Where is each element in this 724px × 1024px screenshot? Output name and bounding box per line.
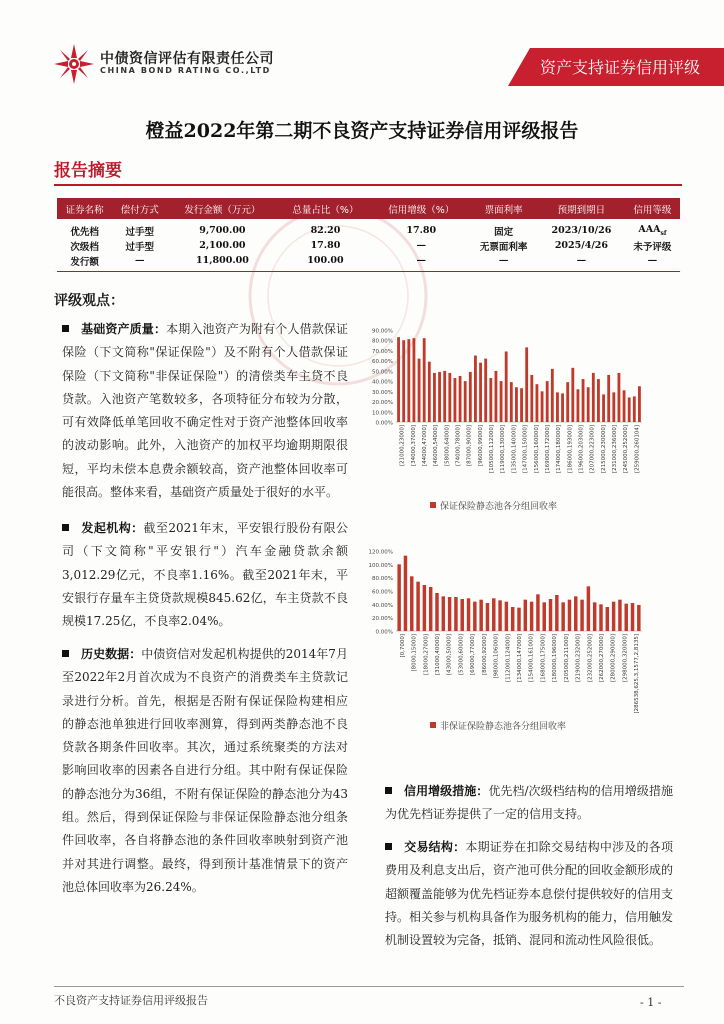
x-tick-label: [74000,78000] <box>455 425 462 467</box>
bar <box>423 585 426 631</box>
x-tick-label: [0,7000] <box>399 634 406 658</box>
y-tick-label: 100.00% <box>368 562 393 569</box>
bar <box>433 373 436 422</box>
bar <box>597 379 600 422</box>
bar <box>612 602 615 631</box>
bar <box>464 381 467 422</box>
table-cell: 100.00 <box>278 253 374 272</box>
x-tick-label: [105000,112000] <box>489 425 496 474</box>
bar <box>536 594 539 631</box>
bar <box>486 603 489 631</box>
bar <box>489 378 492 422</box>
bar <box>520 388 523 422</box>
table-cell: 无票面利率 <box>479 241 528 253</box>
securities-table <box>57 198 680 272</box>
x-tick-label: [168000,175000] <box>540 634 547 683</box>
paragraph-label: 信用增级措施： <box>404 784 489 798</box>
chart-non-guaranteed-recovery <box>352 545 648 730</box>
x-tick-label: [8000,15000] <box>411 634 418 672</box>
y-tick-label: 40.00% <box>372 379 393 386</box>
bar <box>574 596 577 631</box>
paragraph-label: 发起机构： <box>81 521 144 535</box>
header-tag: 资产支持证券信用评级 <box>539 58 700 77</box>
x-tick-label: [98000,106000] <box>493 634 500 679</box>
x-tick-label: [154000,161000] <box>528 634 535 683</box>
x-tick-label: [53000,60000] <box>458 634 465 676</box>
table-cell: 固定 <box>494 226 514 238</box>
bar <box>524 600 527 631</box>
bar <box>568 600 571 631</box>
legend-swatch <box>430 502 436 508</box>
x-tick-label: [112000,124000] <box>505 634 512 683</box>
bar <box>443 371 446 422</box>
y-tick-label: 30.00% <box>372 389 393 396</box>
bar <box>505 351 508 422</box>
paragraph-history <box>62 643 348 899</box>
x-tick-label: [180000,196000] <box>552 634 559 683</box>
table-cell: — <box>373 253 469 272</box>
bar <box>628 397 631 422</box>
footer-title: 不良资产支持证券信用评级报告 <box>54 994 208 1007</box>
x-tick-label: [169000,172000] <box>544 425 551 474</box>
bullet-icon <box>62 325 69 332</box>
paragraph-label: 历史数据： <box>81 647 142 661</box>
table-row <box>57 253 680 272</box>
bar <box>448 373 451 422</box>
y-tick-label: 40.00% <box>372 602 393 609</box>
bar <box>582 379 585 422</box>
x-tick-label: [215000,230000] <box>600 425 607 474</box>
bar <box>536 384 539 422</box>
summary-heading: 报告摘要 <box>54 161 122 181</box>
table-cell: 未予评级 <box>633 241 672 253</box>
bar <box>549 599 552 631</box>
paragraph-label: 交易结构： <box>404 840 466 854</box>
bar <box>525 347 528 422</box>
chart-svg <box>352 545 648 730</box>
bar <box>505 602 508 631</box>
x-tick-label: [231000,236000] <box>612 425 619 474</box>
y-tick-label: 10.00% <box>372 410 393 417</box>
bar <box>542 602 545 631</box>
bar <box>623 390 626 422</box>
x-tick-label: [156000,160000] <box>533 425 540 474</box>
page-number: - 1 - <box>640 996 662 1009</box>
paragraph-text: 本期证券在扣除交易结构中涉及的各项费用及利息支出后，资产池可供分配的回收金额形成的超额覆盖能够为优先档证券本息偿付提供较好的信用支持。相关参与机构具备作为服务机构的能力，信用触发机制设置较为完备，抵销、混同和流动性风险很低。 <box>385 840 674 948</box>
company-name-en: CHINA BOND RATING CO.,LTD <box>100 66 271 75</box>
x-tick-label: [96000,99000] <box>477 425 484 467</box>
bar <box>454 597 457 631</box>
bar <box>402 340 405 422</box>
x-tick-label: [259000,260104] <box>634 425 641 474</box>
legend-label: 非保证保险静态池各分组回收率 <box>440 722 567 732</box>
bar <box>580 600 583 631</box>
rating-suffix: sf <box>660 229 667 237</box>
bar <box>612 392 615 422</box>
table-cell: 17.80 <box>310 240 341 251</box>
table-cell: — <box>416 240 426 251</box>
bar <box>479 363 482 422</box>
table-cell: 9,700.00 <box>199 225 246 236</box>
y-tick-label: 70.00% <box>372 348 393 355</box>
paragraph-originator <box>62 517 348 633</box>
footer-divider <box>54 986 684 987</box>
bar <box>479 600 482 631</box>
bar <box>541 391 544 422</box>
bar <box>555 595 558 631</box>
table-row <box>57 219 680 238</box>
bar <box>618 373 621 422</box>
bar <box>428 362 431 422</box>
bar <box>551 369 554 422</box>
chart-guaranteed-recovery <box>352 322 648 522</box>
y-tick-label: 60.00% <box>372 359 393 366</box>
bar <box>593 602 596 631</box>
x-tick-label: [87000,90000] <box>466 425 473 467</box>
x-tick-label: [119000,130000] <box>500 425 507 474</box>
bar <box>606 607 609 631</box>
y-tick-label: 80.00% <box>372 338 393 345</box>
bullet-icon <box>385 787 392 794</box>
y-tick-label: 0.00% <box>375 420 393 427</box>
bar <box>495 371 498 422</box>
paragraph-structure <box>385 836 673 952</box>
x-tick-label: [21000,23000] <box>399 425 406 467</box>
bar <box>587 586 590 631</box>
bar <box>517 608 520 631</box>
bar <box>566 382 569 422</box>
bar <box>454 378 457 422</box>
y-tick-label: 50.00% <box>372 369 393 376</box>
legend-label: 保证保险静态池各分组回收率 <box>440 502 558 512</box>
bar <box>577 389 580 422</box>
paragraph-asset-quality <box>62 318 348 504</box>
col-header: 发行金额（万元） <box>167 198 277 219</box>
bar <box>442 596 445 631</box>
table-cell: 过手型 <box>125 226 154 238</box>
legend-swatch <box>430 722 436 728</box>
star-burst-logo-icon <box>52 42 96 86</box>
bar <box>530 602 533 631</box>
x-tick-label: [31000,40000] <box>435 634 441 676</box>
bar <box>416 582 419 631</box>
bar <box>500 381 503 422</box>
bar <box>607 375 610 422</box>
table-cell: — <box>469 253 538 272</box>
bar <box>637 605 640 631</box>
bar <box>498 600 501 631</box>
bar <box>429 587 432 631</box>
x-tick-label: [174000,180000] <box>556 425 563 474</box>
x-tick-label: [147000,150000] <box>522 425 529 474</box>
table-cell: 2,100.00 <box>199 240 246 251</box>
bar <box>571 368 574 422</box>
bar <box>410 576 413 631</box>
bar <box>511 607 514 631</box>
x-tick-label: [134000,147000] <box>517 634 523 683</box>
bar <box>407 339 410 422</box>
x-tick-label: [46000,54000] <box>433 425 440 467</box>
table-cell: 11,800.00 <box>167 253 277 272</box>
paragraph-text: 截至2021年末，平安银行股份有限公司（下文简称"平安银行"）汽车金融贷款余额3,012.29亿元，不良率1.16%。截至2021年末，平安银行存量车主贷贷款规模845.62亿，车主贷款不良规模17.25亿，不良率2.04%。 <box>62 521 348 629</box>
x-tick-label: [232000,252000] <box>587 634 594 683</box>
col-header: 信用增级（%） <box>373 198 469 219</box>
bar <box>624 604 627 631</box>
x-tick-label: [245000,252000] <box>623 425 630 474</box>
x-tick-label: [58000,64000] <box>444 425 451 467</box>
bar <box>423 338 426 422</box>
bar <box>469 372 472 422</box>
paragraph-text: 本期入池资产为附有个人借款保证保险（下文简称"保证保险"）及不附有个人借款保证保险（下文简称"非保证保险"）的清偿类车主贷不良贷款。入池资产笔数较多，各项特征分布较为分散，可有效降低单笔回收不确定性对于资产池整体回收率的波动影响。此外，入池资产的加权平均逾期期限很短，平均未偿本息费余额较高，资产池整体回收率可能很高。整体来看，基础资产质量处于很好的水平。 <box>62 322 348 500</box>
x-tick-label: [186000,193000] <box>567 425 574 474</box>
table-cell: 过手型 <box>125 241 154 253</box>
x-tick-label: [196000,203000] <box>578 425 585 474</box>
paragraph-text: 优先档/次级档结构的信用增级措施为优先档证券提供了一定的信用支持。 <box>385 784 673 822</box>
x-tick-label: [18000,27000] <box>423 634 430 676</box>
bar <box>448 597 451 631</box>
bar <box>413 338 416 422</box>
rating-value: AAA <box>638 224 661 236</box>
table-cell: 优先档 <box>70 226 99 238</box>
paragraph-label: 基础资产质量： <box>81 322 167 336</box>
bar <box>460 599 463 631</box>
table-cell: 17.80 <box>406 225 437 236</box>
bar <box>467 598 470 631</box>
bar <box>592 373 595 422</box>
y-tick-label: 20.00% <box>372 616 393 623</box>
report-title: 橙益2022年第二期不良资产支持证券信用评级报告 <box>145 120 579 142</box>
bar <box>473 602 476 631</box>
bar <box>397 337 400 422</box>
bar <box>510 382 513 422</box>
chart-svg <box>352 322 648 522</box>
bar <box>556 392 559 422</box>
x-tick-label: [34000,37000] <box>410 425 417 467</box>
table-cell-rating <box>625 219 680 238</box>
table-cell: — <box>538 253 625 272</box>
bar <box>474 356 477 422</box>
col-header: 偿付方式 <box>112 198 167 219</box>
paragraph-credit-enhancement <box>385 780 673 827</box>
y-tick-label: 60.00% <box>372 589 393 596</box>
bar <box>515 387 518 422</box>
bar <box>484 359 487 422</box>
y-tick-label: 20.00% <box>372 400 393 407</box>
x-tick-label: [286538,625,3,1577,2,8135] <box>634 634 641 714</box>
bar <box>404 556 407 631</box>
col-header: 预期到期日 <box>538 198 625 219</box>
bar <box>561 602 564 631</box>
col-header: 总量占比（%） <box>278 198 374 219</box>
bar <box>587 387 590 422</box>
y-tick-label: 120.00% <box>368 549 393 556</box>
views-heading: 评级观点： <box>54 293 124 309</box>
bar <box>631 603 634 631</box>
y-tick-label: 0.00% <box>375 629 393 636</box>
bar <box>638 386 641 422</box>
bar <box>492 598 495 631</box>
bar <box>633 396 636 422</box>
x-tick-label: [69000,77000] <box>470 634 477 676</box>
bar <box>561 393 564 422</box>
y-tick-label: 80.00% <box>372 576 393 583</box>
x-tick-label: [262000,270000] <box>599 634 605 683</box>
table-cell: — <box>112 253 167 272</box>
bar <box>602 394 605 422</box>
col-header: 信用等级 <box>625 198 680 219</box>
company-name-cn: 中债资信评估有限责任公司 <box>100 51 274 67</box>
bar <box>530 375 533 422</box>
x-tick-label: [205000,211000] <box>563 634 570 683</box>
y-tick-label: 90.00% <box>372 328 393 335</box>
table-cell: 2023/10/26 <box>551 225 612 236</box>
col-header: 证券名称 <box>57 198 112 219</box>
table-cell: 次级档 <box>70 241 99 253</box>
x-tick-label: [135000,140000] <box>511 425 518 474</box>
table-cell: 发行额 <box>57 253 112 272</box>
bar <box>435 593 438 631</box>
table-header-row <box>57 198 680 219</box>
x-tick-label: [280000,290000] <box>610 634 617 683</box>
bar <box>418 359 421 422</box>
bar <box>397 564 400 631</box>
bullet-icon <box>62 524 69 531</box>
table-row <box>57 238 680 253</box>
bar <box>546 381 549 422</box>
x-tick-label: [298000,320000] <box>622 634 629 683</box>
bar <box>438 372 441 422</box>
summary-divider <box>54 184 682 186</box>
x-tick-label: [43000,50000] <box>446 634 453 676</box>
bullet-icon <box>62 650 69 657</box>
x-tick-label: [207000,223000] <box>589 425 596 474</box>
bar <box>618 600 621 631</box>
table-cell: — <box>625 253 680 272</box>
bar <box>599 604 602 631</box>
col-header: 票面利率 <box>469 198 538 219</box>
x-tick-label: [219000,232000] <box>575 634 582 683</box>
bar <box>459 376 462 422</box>
bullet-icon <box>385 843 392 850</box>
table-cell: 2025/4/26 <box>554 240 609 251</box>
x-tick-label: [86000,92000] <box>481 634 488 676</box>
x-tick-label: [44000,47000] <box>421 425 428 467</box>
paragraph-text: 中债资信对发起机构提供的2014年7月至2022年2月首次成为不良资产的消费类车主贷款记录进行分析。首先，根据是否附有保证保险构建相应的静态池单独进行回收率测算，得到两类静态池不良贷款各期条件回收率。其次，通过系统聚类的方法对影响回收率的因素各自进行分组。其中附有保证保险的静态池分为36组，不附有保证保险的静态池分为43组。然后，得到保证保险与非保证保险静态池分组条件回收率，各自将静态池的条件回收率映射到资产池并对其进行调整。最终，得到预计基准情景下的资产池总体回收率为26.24%。 <box>62 647 348 894</box>
table-cell: 82.20 <box>310 225 341 236</box>
